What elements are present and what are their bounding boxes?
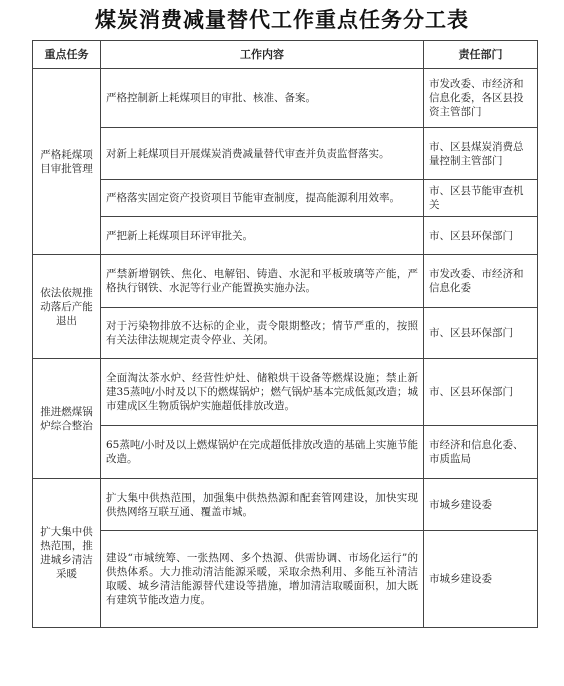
table-row: [33, 255, 538, 308]
work-content: 严禁新增钢铁、焦化、电解铝、铸造、水泥和平板玻璃等产能，严格执行钢铁、水泥等行业产能置换实施办法。: [101, 255, 424, 308]
task-table: [32, 40, 538, 628]
responsible-dept: 市城乡建设委: [424, 531, 538, 628]
header-task: 重点任务: [33, 41, 101, 69]
table-row: [33, 128, 538, 180]
table-row: [33, 180, 538, 217]
table-row: [33, 531, 538, 628]
table-row: [33, 308, 538, 359]
work-content: 严把新上耗煤项目环评审批关。: [101, 217, 424, 255]
work-content: 全面淘汰茶水炉、经营性炉灶、储粮烘干设备等燃煤设施；禁止新建35蒸吨/小时及以下的燃煤锅炉；燃气锅炉基本完成低氮改造；城市建成区生物质锅炉实施超低排放改造。: [101, 359, 424, 426]
task-category: 扩大集中供热范围，推进城乡清洁采暖: [33, 479, 101, 628]
responsible-dept: 市、区县节能审查机关: [424, 180, 538, 217]
task-category: 推进燃煤锅炉综合整治: [33, 359, 101, 479]
responsible-dept: 市发改委、市经济和信息化委，各区县投资主管部门: [424, 69, 538, 128]
header-dept: 责任部门: [424, 41, 538, 69]
responsible-dept: 市经济和信息化委、市质监局: [424, 426, 538, 479]
work-content: 严格控制新上耗煤项目的审批、核准、备案。: [101, 69, 424, 128]
page-title: 煤炭消费减量替代工作重点任务分工表: [95, 8, 469, 32]
header-row: [33, 41, 538, 69]
header-content: 工作内容: [101, 41, 424, 69]
work-content: 对新上耗煤项目开展煤炭消费减量替代审查并负责监督落实。: [101, 128, 424, 180]
responsible-dept: 市、区县环保部门: [424, 217, 538, 255]
table-row: [33, 479, 538, 531]
responsible-dept: 市、区县环保部门: [424, 308, 538, 359]
responsible-dept: 市城乡建设委: [424, 479, 538, 531]
table-row: [33, 359, 538, 426]
responsible-dept: 市发改委、市经济和信息化委: [424, 255, 538, 308]
responsible-dept: 市、区县环保部门: [424, 359, 538, 426]
work-content: 建设“市城统筹、一张热网、多个热源、供需协调、市场化运行”的供热体系。大力推动清洁能源采暖，采取余热利用、多能互补清洁取暖、城乡清洁能源替代建设等措施，增加清洁取暖面积，加大既有建筑节能改造力度。: [101, 531, 424, 628]
table-row: [33, 69, 538, 128]
task-category: 严格耗煤项目审批管理: [33, 69, 101, 255]
work-content: 65蒸吨/小时及以上燃煤锅炉在完成超低排放改造的基础上实施节能改造。: [101, 426, 424, 479]
work-content: 对于污染物排放不达标的企业，责令限期整改；情节严重的，按照有关法律法规规定责令停业、关闭。: [101, 308, 424, 359]
responsible-dept: 市、区县煤炭消费总量控制主管部门: [424, 128, 538, 180]
task-category: 依法依规推动落后产能退出: [33, 255, 101, 359]
table-row: [33, 217, 538, 255]
table-row: [33, 426, 538, 479]
work-content: 严格落实固定资产投资项目节能审查制度，提高能源利用效率。: [101, 180, 424, 217]
work-content: 扩大集中供热范围，加强集中供热热源和配套管网建设，加快实现供热网络互联互通、覆盖市城。: [101, 479, 424, 531]
